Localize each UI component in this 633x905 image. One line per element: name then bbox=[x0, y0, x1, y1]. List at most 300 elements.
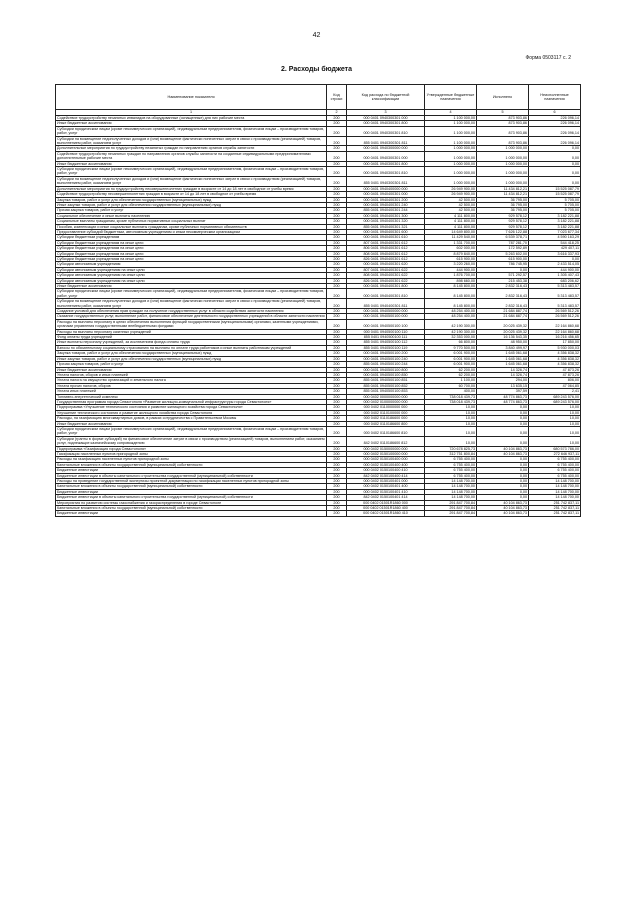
row-remaining: 0,00 bbox=[529, 167, 581, 177]
row-classification-code: 806 0401 0940400301 612 bbox=[347, 246, 425, 251]
row-line-code: 200 bbox=[327, 362, 347, 367]
row-executed: 294,00 bbox=[477, 378, 529, 383]
row-remaining: 5 313 483,57 bbox=[529, 299, 581, 309]
table-header-row bbox=[56, 85, 581, 110]
row-name: Топливно-энергетический комплекс bbox=[56, 394, 327, 399]
row-executed: 16 136 543,35 bbox=[477, 335, 529, 340]
row-approved: 14 148 700,00 bbox=[425, 495, 477, 500]
row-classification-code: 000 0402 0150100000 000 bbox=[347, 452, 425, 457]
row-remaining: 10,00 bbox=[529, 436, 581, 446]
row-approved: 14 649 800,00 bbox=[425, 229, 477, 234]
row-remaining: 544 418,25 bbox=[529, 240, 581, 245]
row-classification-code: 000 0402 0110186600 800 bbox=[347, 421, 425, 426]
row-name: Фонд оплаты труда учреждений bbox=[56, 335, 327, 340]
row-approved: 32 353 000,00 bbox=[425, 335, 477, 340]
row-line-code: 200 bbox=[327, 468, 347, 473]
row-line-code: 200 bbox=[327, 416, 347, 421]
row-approved: 6 001 900,00 bbox=[425, 351, 477, 356]
row-line-code: 200 bbox=[327, 489, 347, 494]
row-classification-code: 000 0402 01501R1860 000 bbox=[347, 500, 425, 505]
row-approved: 1 000 000,00 bbox=[425, 151, 477, 161]
row-classification-code: 855 0401 0940300301 811 bbox=[347, 136, 425, 146]
row-name: Предоставление субсидий бюджетным, автономным учреждениям и иным некоммерческим организациям bbox=[56, 229, 327, 234]
row-remaining: 15 525 087,79 bbox=[529, 186, 581, 191]
row-approved: 26 949 900,00 bbox=[425, 192, 477, 197]
row-executed: 0,00 bbox=[477, 495, 529, 500]
row-line-code: 200 bbox=[327, 329, 347, 334]
row-classification-code: 000 0402 0150100400 410 bbox=[347, 468, 425, 473]
row-name: Создание условий для обеспечения прав граждан на получение государственных услуг в области содействия занятости населения bbox=[56, 309, 327, 314]
row-approved: 444 900,00 bbox=[425, 267, 477, 272]
column-header-line-code: Код строки bbox=[327, 85, 347, 110]
row-remaining: 0,00 bbox=[529, 161, 581, 166]
row-approved: 1 000 000,00 bbox=[425, 146, 477, 151]
row-executed: 6 539 378,71 bbox=[477, 235, 529, 240]
row-classification-code: 000 0401 0940400301 620 bbox=[347, 262, 425, 267]
row-line-code: 200 bbox=[327, 335, 347, 340]
row-approved: 1 000 000,00 bbox=[425, 176, 477, 186]
row-executed: 0,00 bbox=[477, 410, 529, 415]
row-approved: 8 145 800,00 bbox=[425, 284, 477, 289]
row-name: Субсидии автономным учреждениям bbox=[56, 262, 327, 267]
row-executed: 0,00 bbox=[477, 421, 529, 426]
row-executed: 13 635,15 bbox=[477, 383, 529, 388]
row-name: Бюджетные инвестиции bbox=[56, 489, 327, 494]
row-classification-code: 000 0402 0110100000 000 bbox=[347, 410, 425, 415]
row-executed: 0,00 bbox=[477, 405, 529, 410]
row-executed: 40 104 863,73 bbox=[477, 452, 529, 457]
row-executed: 20 025 439,32 bbox=[477, 329, 529, 334]
row-approved: 6 755 400,00 bbox=[425, 457, 477, 462]
row-approved: 10,00 bbox=[425, 436, 477, 446]
row-approved: 1 100 000,00 bbox=[425, 136, 477, 146]
row-approved: 898 660,00 bbox=[425, 278, 477, 283]
column-header-classification-code: Код расхода по бюджетной классификации bbox=[347, 85, 425, 110]
row-executed: 929 578,12 bbox=[477, 219, 529, 224]
row-executed: 1 645 061,68 bbox=[477, 362, 529, 367]
row-line-code: 200 bbox=[327, 410, 347, 415]
row-executed: 1 000 000,00 bbox=[477, 151, 529, 161]
table-row bbox=[56, 167, 581, 177]
row-name: Иные закупки товаров, работ и услуг для обеспечения государственных (муниципальных) нужд bbox=[56, 202, 327, 207]
column-header-remaining: Неисполненные назначения bbox=[529, 85, 581, 110]
row-name: Подпрограмма «Улучшение технического состояния и развитие жилищного хозяйства города Севастополя» bbox=[56, 405, 327, 410]
row-classification-code: 808 0401 0940400301 612 bbox=[347, 251, 425, 256]
row-classification-code: 826 0401 0940400301 622 bbox=[347, 278, 425, 283]
row-executed: 36 795,00 bbox=[477, 202, 529, 207]
row-remaining: 14 148 700,00 bbox=[529, 484, 581, 489]
row-name: Оказание государственных услуг, выполнение работ, финансовое обеспечение деятельности государственных учреждений в области занятости населения bbox=[57, 314, 325, 319]
row-classification-code: 000 0402 01501R1860 410 bbox=[347, 511, 425, 516]
row-name: Субсидии автономным учреждениям на иные цели bbox=[56, 267, 327, 272]
row-line-code: 200 bbox=[327, 506, 347, 511]
row-name: Пособия, компенсации и иные социальные выплаты гражданам, кроме публичных нормативных обязательств bbox=[56, 224, 327, 229]
row-remaining: 2 433 514,05 bbox=[529, 262, 581, 267]
row-remaining: 26 569 512,26 bbox=[529, 309, 581, 314]
row-executed: 615 900,00 bbox=[477, 256, 529, 261]
row-remaining: 5 705,00 bbox=[529, 202, 581, 207]
row-approved: 62 200,00 bbox=[425, 367, 477, 372]
row-approved: 291 847 700,84 bbox=[425, 500, 477, 505]
row-approved: 11 429 540,00 bbox=[425, 235, 477, 240]
form-code: Форма 0503117 с. 2 bbox=[525, 55, 571, 61]
row-name: Закупка товаров, работ и услуг для обеспечения государственных (муниципальных) нужд bbox=[56, 197, 327, 202]
row-remaining: 5 930 000,03 bbox=[529, 345, 581, 350]
row-remaining: 5 313 483,57 bbox=[529, 289, 581, 299]
row-name: Уплата иных платежей bbox=[56, 389, 327, 394]
row-remaining: 7 023 677,34 bbox=[529, 229, 581, 234]
row-executed: 215 453,38 bbox=[477, 278, 529, 283]
row-name: Содействие трудоустройству незанятых граждан по направлению органов службы занятости на созданные индивидуальными предпринимателями дополнительные рабочие места bbox=[56, 151, 327, 161]
row-classification-code: 855 0401 0940300301 811 bbox=[347, 176, 425, 186]
row-name: Субсидии бюджетным учреждениям bbox=[56, 235, 327, 240]
row-approved: 26 949 900,00 bbox=[425, 186, 477, 191]
row-remaining: 226 096,14 bbox=[529, 121, 581, 126]
row-name: Прочая закупка товаров, работ и услуг bbox=[56, 362, 327, 367]
row-remaining: 6 755 400,00 bbox=[529, 457, 581, 462]
row-line-code: 200 bbox=[327, 389, 347, 394]
row-remaining: 251 742 837,11 bbox=[529, 511, 581, 516]
row-name: Субсидии на возмещение недополученных доходов и (или) возмещение фактически понесенных затрат в связи с производством (реализацией) товаров, выполнением работ, оказанием услуг bbox=[56, 299, 327, 309]
row-line-code: 200 bbox=[327, 446, 347, 451]
row-line-code: 200 bbox=[327, 273, 347, 278]
row-classification-code: 000 0402 0110000000 000 bbox=[347, 405, 425, 410]
row-approved: 4 111 800,00 bbox=[425, 224, 477, 229]
row-executed: 0,00 bbox=[477, 468, 529, 473]
page-number: 42 bbox=[312, 32, 321, 39]
row-executed: 929 578,12 bbox=[477, 224, 529, 229]
row-name: Расходы на выплаты персоналу в целях обеспечения выполнения функций государственными (муниципальными) органами, казенными учреждениями, органами управления государственными внебюджетными фондами bbox=[56, 319, 327, 329]
row-line-code: 200 bbox=[327, 126, 347, 136]
row-classification-code: 000 0402 0100000000 000 bbox=[347, 399, 425, 404]
row-executed: 873 903,86 bbox=[477, 126, 529, 136]
row-classification-code: 855 0401 0940400301 321 bbox=[347, 224, 425, 229]
row-remaining: 4 590 163,29 bbox=[529, 235, 581, 240]
row-line-code: 200 bbox=[327, 262, 347, 267]
row-name: Субсидии юридическим лицам (кроме некоммерческих организаций), индивидуальным предпринимателям, физическим лицам – производителям товаров, работ, услуг bbox=[56, 126, 327, 136]
row-executed: 786 745,95 bbox=[477, 262, 529, 267]
row-executed: 0,00 bbox=[477, 479, 529, 484]
row-classification-code: 000 0401 0940300301 810 bbox=[347, 167, 425, 177]
row-executed: 21 684 887,74 bbox=[477, 314, 529, 319]
row-approved: 1 000 000,00 bbox=[425, 167, 477, 177]
row-line-code: 200 bbox=[327, 340, 347, 345]
row-classification-code: 000 0402 0150100401 410 bbox=[347, 489, 425, 494]
row-executed: 40 104 863,73 bbox=[477, 446, 529, 451]
row-name: Субсидии юридическим лицам (кроме некоммерческих организаций), индивидуальным предпринимателям, физическим лицам – производителям товаров, работ, услуг bbox=[56, 167, 327, 177]
row-classification-code: 000 0401 0940400301 610 bbox=[347, 235, 425, 240]
row-remaining: 16 216 456,65 bbox=[529, 335, 581, 340]
row-approved: 1 100 000,00 bbox=[425, 126, 477, 136]
row-name: Уплата прочих налогов, сборов bbox=[56, 383, 327, 388]
row-remaining: 272 646 937,11 bbox=[529, 452, 581, 457]
row-executed: 873 903,86 bbox=[477, 116, 529, 121]
row-executed: 11 434 812,21 bbox=[477, 186, 529, 191]
row-line-code: 200 bbox=[327, 146, 347, 151]
row-approved: 8 145 800,00 bbox=[425, 299, 477, 309]
expenses-table bbox=[55, 84, 581, 517]
row-remaining: 5 705,00 bbox=[529, 208, 581, 213]
row-line-code: 200 bbox=[327, 167, 347, 177]
row-executed: 0,00 bbox=[477, 426, 529, 436]
column-number: 6 bbox=[529, 110, 581, 116]
row-remaining: 689 243 576,00 bbox=[529, 399, 581, 404]
row-remaining: 10,00 bbox=[529, 421, 581, 426]
row-classification-code: 855 0401 0940500100 111 bbox=[347, 335, 425, 340]
row-approved: 6 001 900,00 bbox=[425, 362, 477, 367]
row-remaining: 10,00 bbox=[529, 426, 581, 436]
row-remaining: 22 164 860,68 bbox=[529, 319, 581, 329]
row-name: Субсидии на возмещение недополученных доходов и (или) возмещение фактически понесенных затрат в связи с производством (реализацией) товаров, выполнением работ, оказанием услуг bbox=[56, 136, 327, 146]
row-name: Иные выплаты персоналу учреждений, за исключением фонда оплаты труда bbox=[56, 340, 327, 345]
row-classification-code: 000 0401 0940500100 100 bbox=[347, 319, 425, 329]
row-line-code: 200 bbox=[327, 383, 347, 388]
row-remaining: 14 148 700,00 bbox=[529, 479, 581, 484]
row-classification-code: 855 0401 0940500100 112 bbox=[347, 340, 425, 345]
column-number: 4 bbox=[425, 110, 477, 116]
column-header-name: Наименование показателя bbox=[56, 85, 327, 110]
row-line-code: 200 bbox=[327, 345, 347, 350]
row-remaining: 226 096,14 bbox=[529, 136, 581, 146]
row-line-code: 200 bbox=[327, 484, 347, 489]
row-remaining: 14 148 700,00 bbox=[529, 489, 581, 494]
row-classification-code: 807 0401 0940400301 622 bbox=[347, 267, 425, 272]
row-executed: 7 626 122,88 bbox=[477, 229, 529, 234]
row-approved: 42 190 300,00 bbox=[425, 319, 477, 329]
row-remaining: 3 182 221,88 bbox=[529, 213, 581, 218]
row-line-code: 200 bbox=[327, 473, 347, 478]
row-remaining: 6 755 400,00 bbox=[529, 462, 581, 467]
row-classification-code: 000 0402 01501R1860 400 bbox=[347, 506, 425, 511]
row-approved: 48 254 400,00 bbox=[425, 309, 477, 314]
row-executed: 1 000 000,00 bbox=[477, 167, 529, 177]
row-remaining: 226 096,14 bbox=[529, 126, 581, 136]
row-classification-code: 826 0401 0940400301 612 bbox=[347, 256, 425, 261]
row-name: Содействие трудоустройству незанятых инвалидов на оборудованные (оснащенные) для них рабочие места bbox=[56, 116, 327, 121]
row-remaining: 4 356 838,32 bbox=[529, 351, 581, 356]
row-line-code: 200 bbox=[327, 219, 347, 224]
row-approved: 6 755 400,00 bbox=[425, 468, 477, 473]
row-remaining: 429 407,11 bbox=[529, 246, 581, 251]
row-classification-code: 000 0401 0940400301 240 bbox=[347, 202, 425, 207]
row-name: Субсидии юридическим лицам (кроме некоммерческих организаций), индивидуальным предпринимателям, физическим лицам – производителям товаров, работ, услуг bbox=[56, 426, 327, 436]
row-name: Закупка товаров, работ и услуг для обеспечения государственных (муниципальных) нужд bbox=[56, 351, 327, 356]
row-classification-code: 000 0401 0940300301 800 bbox=[347, 161, 425, 166]
row-classification-code: 000 0401 0940500100 200 bbox=[347, 351, 425, 356]
row-name: Взносы по обязательному социальному страхованию на выплаты по оплате труда работников и иные выплаты работникам учреждений bbox=[56, 345, 327, 350]
row-approved: 8 879 840,00 bbox=[425, 251, 477, 256]
row-executed: 0,00 bbox=[477, 416, 529, 421]
row-name: Дополнительные мероприятия по трудоустройству несовершеннолетних граждан в возрасте от 14 до 18 лет в свободное от учебы время bbox=[56, 186, 327, 191]
row-name: Подпрограмма «Газификация города Севастополя» bbox=[56, 446, 327, 451]
row-remaining: 47 873,26 bbox=[529, 372, 581, 377]
row-classification-code: 000 0402 0150100400 400 bbox=[347, 462, 425, 467]
row-classification-code: 855 0401 0940500100 851 bbox=[347, 378, 425, 383]
row-executed: 2 832 316,43 bbox=[477, 299, 529, 309]
row-line-code: 200 bbox=[327, 309, 347, 314]
row-name: Мероприятия по развитию системы газоснабжения и газораспределения в городе Севастополе bbox=[56, 500, 327, 505]
row-remaining: 5 705,00 bbox=[529, 197, 581, 202]
row-line-code: 200 bbox=[327, 289, 347, 299]
row-classification-code: 000 0401 0940300301 000 bbox=[347, 116, 425, 121]
row-remaining: 226 096,14 bbox=[529, 116, 581, 121]
table-row bbox=[56, 436, 581, 446]
row-name: Газификация населенных пунктов пригородной зоны bbox=[56, 452, 327, 457]
row-remaining: 10,00 bbox=[529, 405, 581, 410]
row-approved: 738 018 439,73 bbox=[425, 394, 477, 399]
row-line-code: 200 bbox=[327, 278, 347, 283]
row-remaining: 22 164 860,68 bbox=[529, 329, 581, 334]
row-executed: 172 592,89 bbox=[477, 246, 529, 251]
row-name: Расходы на выплаты персоналу казенных учреждений bbox=[56, 329, 327, 334]
row-line-code: 200 bbox=[327, 426, 347, 436]
row-name: Капитальные вложения в объекты государственной (муниципальной) собственности bbox=[56, 462, 327, 467]
row-name: Субсидии бюджетным учреждениям на иные цели bbox=[56, 256, 327, 261]
row-approved: 14 148 700,00 bbox=[425, 479, 477, 484]
row-executed: 14 326,74 bbox=[477, 372, 529, 377]
table-row bbox=[56, 289, 581, 299]
row-name: Бюджетные инвестиции bbox=[56, 468, 327, 473]
row-executed: 1 645 061,68 bbox=[477, 356, 529, 361]
row-remaining: 0,00 bbox=[529, 256, 581, 261]
row-remaining: 683 206,62 bbox=[529, 278, 581, 283]
row-remaining: 0,00 bbox=[529, 146, 581, 151]
row-classification-code: 000 0401 0940500100 800 bbox=[347, 367, 425, 372]
row-remaining: 0,00 bbox=[529, 151, 581, 161]
row-executed: 1 000 000,00 bbox=[477, 161, 529, 166]
row-executed: 0,00 bbox=[477, 489, 529, 494]
row-classification-code: 000 0401 0940400301 810 bbox=[347, 289, 425, 299]
row-classification-code: 000 0402 0150100401 400 bbox=[347, 484, 425, 489]
row-remaining: 15 525 087,79 bbox=[529, 192, 581, 197]
row-approved: 60 700,00 bbox=[425, 383, 477, 388]
row-executed: 787 281,70 bbox=[477, 240, 529, 245]
row-name: Расходы на газификацию населенных пунктов пригородной зоны bbox=[56, 457, 327, 462]
row-line-code: 200 bbox=[327, 367, 347, 372]
row-executed: 1 645 061,68 bbox=[477, 351, 529, 356]
row-approved: 10,00 bbox=[425, 416, 477, 421]
row-executed: 929 578,12 bbox=[477, 213, 529, 218]
row-line-code: 200 bbox=[327, 319, 347, 329]
row-line-code: 200 bbox=[327, 267, 347, 272]
row-line-code: 200 bbox=[327, 202, 347, 207]
row-classification-code: 808 0401 0940400301 622 bbox=[347, 273, 425, 278]
row-classification-code: 842 0402 0150100401 414 bbox=[347, 495, 425, 500]
row-name: Субсидии автономным учреждениям на иные цели bbox=[56, 273, 327, 278]
row-executed: 0,00 bbox=[477, 484, 529, 489]
row-name: Государственная программа города Севастополя «Развитие жилищно-коммунальной инфраструктуры города Севастополя» bbox=[56, 399, 327, 404]
row-classification-code: 000 0401 0940400301 200 bbox=[347, 197, 425, 202]
table-row bbox=[56, 126, 581, 136]
row-line-code: 200 bbox=[327, 161, 347, 166]
column-header-executed: Исполнено bbox=[477, 85, 529, 110]
row-approved: 42 500,00 bbox=[425, 197, 477, 202]
row-classification-code: 842 0402 0150100400 414 bbox=[347, 473, 425, 478]
row-name: Иные бюджетные ассигнования bbox=[56, 367, 327, 372]
row-executed: 20 025 439,32 bbox=[477, 319, 529, 329]
row-name: Субсидии автономным учреждениям на иные цели bbox=[56, 278, 327, 283]
row-approved: 6 755 400,00 bbox=[425, 473, 477, 478]
row-line-code: 200 bbox=[327, 256, 347, 261]
row-line-code: 200 bbox=[327, 151, 347, 161]
row-executed: 36 795,00 bbox=[477, 197, 529, 202]
row-line-code: 200 bbox=[327, 246, 347, 251]
row-line-code: 200 bbox=[327, 208, 347, 213]
row-classification-code: 000 0401 0940500000 000 bbox=[347, 309, 425, 314]
row-line-code: 200 bbox=[327, 240, 347, 245]
row-classification-code: 000 0401 0940400000 000 bbox=[347, 186, 425, 191]
row-executed: 5 263 602,00 bbox=[477, 251, 529, 256]
row-line-code: 200 bbox=[327, 224, 347, 229]
row-approved: 42 500,00 bbox=[425, 208, 477, 213]
row-approved: 10,00 bbox=[425, 410, 477, 415]
row-remaining: 10,00 bbox=[529, 410, 581, 415]
row-executed: 1 000 000,00 bbox=[477, 176, 529, 186]
row-line-code: 200 bbox=[327, 176, 347, 186]
row-approved: 14 148 700,00 bbox=[425, 489, 477, 494]
row-remaining: 0,00 bbox=[529, 176, 581, 186]
row-name: Расходы, на газификацию многоквартирных домов, в рамках сотрудничества с Правительством Москвы bbox=[56, 416, 327, 421]
row-line-code: 200 bbox=[327, 116, 347, 121]
row-remaining: 17 850,00 bbox=[529, 340, 581, 345]
row-classification-code: 000 0401 0940400301 800 bbox=[347, 284, 425, 289]
row-approved: 62 200,00 bbox=[425, 372, 477, 377]
row-name: Иные бюджетные ассигнования bbox=[56, 161, 327, 166]
row-classification-code: 000 0402 0150000000 000 bbox=[347, 446, 425, 451]
row-line-code: 200 bbox=[327, 314, 347, 319]
row-name: Субсидии бюджетным учреждениям на иные цели bbox=[56, 240, 327, 245]
row-line-code: 200 bbox=[327, 136, 347, 146]
row-name: Бюджетные инвестиции в объекты капитального строительства государственной (муниципальной) собственности bbox=[56, 473, 327, 478]
row-executed: 14 326,74 bbox=[477, 367, 529, 372]
column-number: 5 bbox=[477, 110, 529, 116]
row-name: Субсидии (гранты в форме субсидий) на финансовое обеспечение затрат в связи с производством (реализацией) товаров, выполнением работ, оказанием услуг, подлежащие казначейскому сопровождению bbox=[57, 436, 325, 446]
row-line-code: 200 bbox=[327, 511, 347, 516]
table-row bbox=[56, 299, 581, 309]
row-classification-code: 855 0401 0940400301 811 bbox=[347, 299, 425, 309]
row-line-code: 200 bbox=[327, 229, 347, 234]
row-name: Социальные выплаты гражданам, кроме публичных нормативных социальных выплат bbox=[56, 219, 327, 224]
row-line-code: 200 bbox=[327, 235, 347, 240]
row-line-code: 200 bbox=[327, 284, 347, 289]
row-remaining: 4 356 838,32 bbox=[529, 362, 581, 367]
row-approved: 4 111 800,00 bbox=[425, 219, 477, 224]
row-classification-code: 855 0401 0940400301 244 bbox=[347, 208, 425, 213]
row-approved: 8 145 800,00 bbox=[425, 289, 477, 299]
row-name: Бюджетные инвестиции в объекты капитального строительства государственной (муниципальной) собственности bbox=[56, 495, 327, 500]
column-number: 2 bbox=[327, 110, 347, 116]
row-classification-code: 000 0402 0110186600 810 bbox=[347, 426, 425, 436]
row-classification-code: 000 0402 0000000000 000 bbox=[347, 394, 425, 399]
row-executed: 48 950,00 bbox=[477, 340, 529, 345]
row-executed: 873 903,86 bbox=[477, 136, 529, 146]
row-executed: 40 104 863,73 bbox=[477, 511, 529, 516]
row-line-code: 200 bbox=[327, 351, 347, 356]
row-line-code: 200 bbox=[327, 399, 347, 404]
row-approved: 1 876 700,00 bbox=[425, 273, 477, 278]
row-approved: 42 500,00 bbox=[425, 202, 477, 207]
row-name: Улучшение технического состояния и развитие жилищного хозяйства города Севастополя bbox=[56, 410, 327, 415]
row-line-code: 200 bbox=[327, 192, 347, 197]
row-name: Уплата налогов, сборов и иных платежей bbox=[56, 372, 327, 377]
row-name: Уплата налога на имущество организаций и земельного налога bbox=[56, 378, 327, 383]
row-remaining: 14 148 700,00 bbox=[529, 495, 581, 500]
row-approved: 48 254 400,00 bbox=[425, 314, 477, 319]
row-classification-code: 855 0401 0940500100 244 bbox=[347, 362, 425, 367]
row-classification-code: 807 0401 0940400301 612 bbox=[347, 240, 425, 245]
row-line-code: 200 bbox=[327, 500, 347, 505]
row-classification-code: 855 0401 0940500100 852 bbox=[347, 383, 425, 388]
